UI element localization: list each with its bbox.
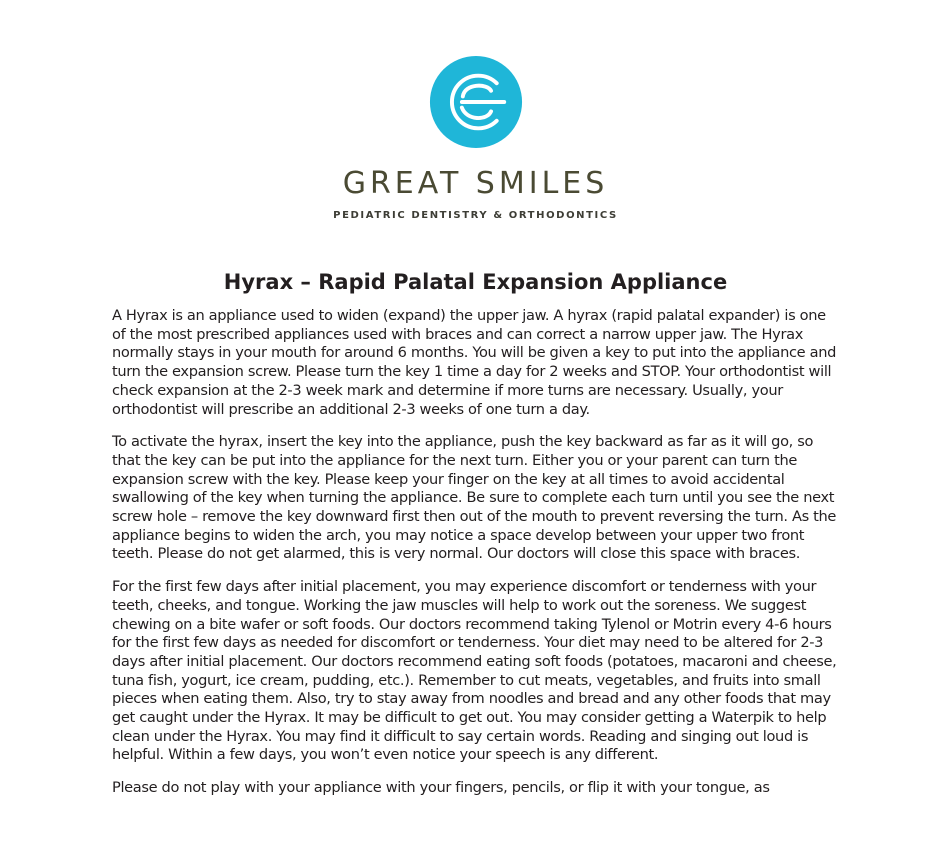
document-title: Hyrax – Rapid Palatal Expansion Appliance [223,270,728,294]
great-smiles-g-logo-icon [429,55,523,149]
paragraph-discomfort-diet: For the first few days after initial placement, you may experience discomfort or tenderness with your teeth, cheeks, and tongue. Working the jaw muscles will help to work out the soreness. We suggest chewing on a bite wafer or soft foods. Our doctors recommend taking Tylenol or Motrin every 4-6 hours for the first few days as needed for discomfort or tenderness. Your diet may need to be altered for 2-3 days after initial placement. Our doctors recommend eating soft foods (potatoes, macaroni and cheese, tuna fish, yogurt, ice cream, pudding, etc.). Remember to cut meats, vegetables, and fruits into small pieces when eating them. Also, try to stay away from noodles and bread and any other foods that may get caught under the Hyrax. It may be difficult to get out. You may consider getting a Waterpik to help clean under the Hyrax. You may find it difficult to say certain words. Reading and singing out loud is helpful. Within a few days, you won’t even notice your speech is any different. [112,578,837,764]
logo [0,55,951,222]
brand-tagline: PEDIATRIC DENTISTRY & ORTHODONTICS [333,210,618,221]
paragraph-activation: To activate the hyrax, insert the key into the appliance, push the key backward as far as it will go, so that the key can be put into the appliance for the next turn. Either you or your parent can turn the expansion screw with the key. Please keep your finger on the key at all times to avoid accidental swallowing of the key when turning the appliance. Be sure to complete each turn until you see the next screw hole – remove the key downward first then out of the mouth to prevent reversing the turn. As the appliance begins to widen the arch, you may notice a space develop between your upper two front teeth. Please do not get alarmed, this is very normal. Our doctors will close this space with braces. [112,433,837,563]
paragraph-intro: A Hyrax is an appliance used to widen (expand) the upper jaw. A hyrax (rapid palatal expander) is one of the most prescribed appliances used with braces and can correct a narrow upper jaw. The Hyrax normally stays in your mouth for around 6 months. You will be given a key to put into the appliance and turn the expansion screw. Please turn the key 1 time a day for 2 weeks and STOP. Your orthodontist will check expansion at the 2-3 week mark and determine if more turns are necessary. Usually, your orthodontist will prescribe an additional 2-3 weeks of one turn a day. [112,307,837,418]
brand-name: GREAT SMILES [342,166,609,201]
paragraph-care: Please do not play with your appliance with your fingers, pencils, or flip it with your tongue, as [112,779,770,797]
document-body [112,307,842,812]
